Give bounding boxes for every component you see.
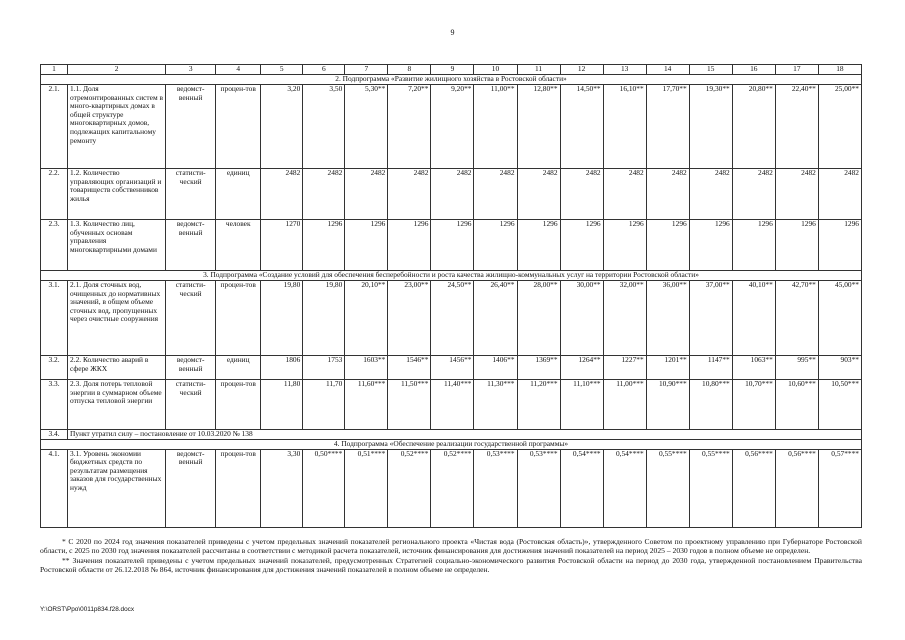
- indicator-name: 2.2. Количество аварий в сфере ЖКХ: [68, 356, 166, 380]
- value-cell: 2482: [261, 169, 303, 220]
- repealed-text: Пункт утратил силу – постановление от 10.03.2020 № 138: [68, 430, 862, 440]
- value-cell: 1806: [261, 356, 303, 380]
- column-number: 2: [68, 65, 166, 75]
- indicator-type: ведомст-венный: [166, 85, 216, 169]
- column-number: 6: [303, 65, 345, 75]
- column-number: 9: [431, 65, 474, 75]
- value-cell: 1264**: [560, 356, 603, 380]
- column-number: 13: [603, 65, 646, 75]
- value-cell: 9,20**: [431, 85, 474, 169]
- value-cell: 2482: [303, 169, 345, 220]
- value-cell: 1546**: [388, 356, 431, 380]
- value-cell: 26,40**: [474, 281, 517, 356]
- value-cell: 11,60***: [345, 380, 388, 430]
- row-number: 2.2.: [41, 169, 68, 220]
- value-cell: 30,00**: [560, 281, 603, 356]
- subprogram-title: 3. Подпрограмма «Создание условий для обеспечения бесперебойности и роста качества жилищно-коммунальных услуг на территории Ростовской области»: [41, 271, 862, 281]
- indicator-type: статисти-ческий: [166, 281, 216, 356]
- value-cell: 11,00***: [603, 380, 646, 430]
- subprogram-title: 2. Подпрограмма «Развитие жилищного хозяйства в Ростовской области»: [41, 75, 862, 85]
- value-cell: 2482: [818, 169, 861, 220]
- unit: процен-тов: [216, 380, 261, 430]
- indicator-name: 3.1. Уровень экономии бюджетных средств по результатам размещения заказов для государственных нужд: [68, 449, 166, 527]
- indicator-row: [41, 356, 862, 380]
- value-cell: 3,20: [261, 85, 303, 169]
- value-cell: 1270: [261, 220, 303, 271]
- value-cell: 1406**: [474, 356, 517, 380]
- value-cell: 1296: [388, 220, 431, 271]
- row-number: 3.4.: [41, 430, 68, 440]
- value-cell: 0,55****: [689, 449, 732, 527]
- value-cell: 1753: [303, 356, 345, 380]
- row-number: 4.1.: [41, 449, 68, 527]
- value-cell: 10,80***: [689, 380, 732, 430]
- unit: процен-тов: [216, 281, 261, 356]
- value-cell: 19,30**: [689, 85, 732, 169]
- value-cell: 14,50**: [560, 85, 603, 169]
- value-cell: 1296: [474, 220, 517, 271]
- value-cell: 1296: [818, 220, 861, 271]
- column-number: 14: [646, 65, 689, 75]
- unit: процен-тов: [216, 85, 261, 169]
- column-number: 18: [818, 65, 861, 75]
- value-cell: 11,00**: [474, 85, 517, 169]
- unit: единиц: [216, 169, 261, 220]
- value-cell: 7,20**: [388, 85, 431, 169]
- indicator-row: [41, 380, 862, 430]
- value-cell: 11,70: [303, 380, 345, 430]
- value-cell: 20,10**: [345, 281, 388, 356]
- value-cell: 0,57****: [818, 449, 861, 527]
- value-cell: 1296: [775, 220, 818, 271]
- column-number: 11: [517, 65, 560, 75]
- column-number: 7: [345, 65, 388, 75]
- indicator-type: статисти-ческий: [166, 169, 216, 220]
- footnote-1: * С 2020 по 2024 год значения показателей приведены с учетом предельных значений показателей регионального проекта «Чистая вода (Ростовская область)», утвержденного Советом по проектному управлению при Губернаторе Ростовской области, с 2025 по 2030 год значения показателей рассчитаны в соответствии с методикой расчета показателей, источник финансирования для достижения значений показателей на период 2025 – 2030 годов в полном объеме не определен.: [40, 537, 862, 556]
- value-cell: 16,10**: [603, 85, 646, 169]
- value-cell: 0,54****: [603, 449, 646, 527]
- value-cell: 2482: [431, 169, 474, 220]
- value-cell: 1456**: [431, 356, 474, 380]
- indicator-row: [41, 169, 862, 220]
- value-cell: 0,56****: [775, 449, 818, 527]
- value-cell: 2482: [646, 169, 689, 220]
- value-cell: 25,00**: [818, 85, 861, 169]
- indicator-type: ведомст-венный: [166, 220, 216, 271]
- indicators-table: [40, 64, 862, 528]
- value-cell: 2482: [517, 169, 560, 220]
- indicator-name: 1.2. Количество управляющих организаций и товариществ собственников жилья: [68, 169, 166, 220]
- indicator-name: 1.1. Доля отремонтированных систем в много-квартирных домах в общей структуре многоквартирных домов, подлежащих капитальному ремонту: [68, 85, 166, 169]
- value-cell: 22,40**: [775, 85, 818, 169]
- value-cell: 3,50: [303, 85, 345, 169]
- value-cell: 45,00**: [818, 281, 861, 356]
- unit: единиц: [216, 356, 261, 380]
- value-cell: 1296: [303, 220, 345, 271]
- indicator-name: 1.3. Количество лиц, обученных основам управления многоквартирными домами: [68, 220, 166, 271]
- value-cell: 1147**: [689, 356, 732, 380]
- indicator-name: 2.3. Доля потерь тепловой энергии в суммарном объеме отпуска тепловой энергии: [68, 380, 166, 430]
- value-cell: 17,70**: [646, 85, 689, 169]
- footnote-2: ** Значения показателей приведены с учетом предельных значений показателей, предусмотренных Стратегией социально-экономического развития Ростовской области на период до 2030 года, утвержденной постановлением Правительства Ростовской области от 26.12.2018 № 864, источник финансирования для достижения значений показателей в полном объеме не определен.: [40, 555, 862, 575]
- value-cell: 0,54****: [560, 449, 603, 527]
- row-number: 2.1.: [41, 85, 68, 169]
- value-cell: 1227**: [603, 356, 646, 380]
- value-cell: 2482: [388, 169, 431, 220]
- value-cell: 1201**: [646, 356, 689, 380]
- value-cell: 0,52****: [431, 449, 474, 527]
- indicator-row: [41, 85, 862, 169]
- column-number-row: [41, 65, 862, 75]
- value-cell: 2482: [603, 169, 646, 220]
- value-cell: 11,80: [261, 380, 303, 430]
- value-cell: 12,80**: [517, 85, 560, 169]
- value-cell: 1063**: [732, 356, 775, 380]
- indicator-row: [41, 449, 862, 527]
- column-number: 5: [261, 65, 303, 75]
- value-cell: 11,50***: [388, 380, 431, 430]
- value-cell: 0,53****: [474, 449, 517, 527]
- value-cell: 2482: [474, 169, 517, 220]
- row-number: 3.3.: [41, 380, 68, 430]
- subprogram-row: [41, 271, 862, 281]
- value-cell: 995**: [775, 356, 818, 380]
- value-cell: 28,00**: [517, 281, 560, 356]
- value-cell: 3,30: [261, 449, 303, 527]
- indicator-row: [41, 220, 862, 271]
- value-cell: 37,00**: [689, 281, 732, 356]
- column-number: 17: [775, 65, 818, 75]
- value-cell: 1603**: [345, 356, 388, 380]
- value-cell: 19,80: [261, 281, 303, 356]
- value-cell: 23,00**: [388, 281, 431, 356]
- column-number: 4: [216, 65, 261, 75]
- subprogram-row: [41, 75, 862, 85]
- value-cell: 10,70***: [732, 380, 775, 430]
- value-cell: 0,51****: [345, 449, 388, 527]
- value-cell: 2482: [689, 169, 732, 220]
- value-cell: 1296: [732, 220, 775, 271]
- value-cell: 11,10***: [560, 380, 603, 430]
- value-cell: 0,52****: [388, 449, 431, 527]
- value-cell: 2482: [732, 169, 775, 220]
- value-cell: 2482: [345, 169, 388, 220]
- value-cell: 32,00**: [603, 281, 646, 356]
- value-cell: 0,55****: [646, 449, 689, 527]
- unit: процен-тов: [216, 449, 261, 527]
- value-cell: 10,50***: [818, 380, 861, 430]
- value-cell: 10,60***: [775, 380, 818, 430]
- indicator-type: ведомст-венный: [166, 449, 216, 527]
- value-cell: 903**: [818, 356, 861, 380]
- value-cell: 1296: [603, 220, 646, 271]
- value-cell: 0,50****: [303, 449, 345, 527]
- indicator-type: статисти-ческий: [166, 380, 216, 430]
- value-cell: 40,10**: [732, 281, 775, 356]
- value-cell: 11,20***: [517, 380, 560, 430]
- column-number: 12: [560, 65, 603, 75]
- row-number: 2.3.: [41, 220, 68, 271]
- unit: человек: [216, 220, 261, 271]
- value-cell: 10,90***: [646, 380, 689, 430]
- column-number: 16: [732, 65, 775, 75]
- value-cell: 11,30***: [474, 380, 517, 430]
- row-number: 3.1.: [41, 281, 68, 356]
- indicator-name: 2.1. Доля сточных вод, очищенных до нормативных значений, в общем объеме сточных вод, пропущенных через очистные сооружения: [68, 281, 166, 356]
- value-cell: 5,30**: [345, 85, 388, 169]
- column-number: 10: [474, 65, 517, 75]
- value-cell: 2482: [775, 169, 818, 220]
- value-cell: 1296: [689, 220, 732, 271]
- value-cell: 19,80: [303, 281, 345, 356]
- value-cell: 42,70**: [775, 281, 818, 356]
- subprogram-row: [41, 439, 862, 449]
- value-cell: 0,56****: [732, 449, 775, 527]
- file-path: Y:\ORST\Ppo\0011p834.f28.docx: [40, 606, 135, 613]
- value-cell: 2482: [560, 169, 603, 220]
- footnotes: [40, 537, 862, 575]
- value-cell: 11,40***: [431, 380, 474, 430]
- value-cell: 1296: [646, 220, 689, 271]
- value-cell: 1296: [517, 220, 560, 271]
- value-cell: 36,00**: [646, 281, 689, 356]
- indicator-row: [41, 281, 862, 356]
- page-number: 9: [450, 28, 455, 37]
- value-cell: 20,80**: [732, 85, 775, 169]
- value-cell: 1296: [560, 220, 603, 271]
- value-cell: 1296: [431, 220, 474, 271]
- row-number: 3.2.: [41, 356, 68, 380]
- repealed-row: [41, 430, 862, 440]
- value-cell: 24,50**: [431, 281, 474, 356]
- column-number: 1: [41, 65, 68, 75]
- column-number: 8: [388, 65, 431, 75]
- value-cell: 0,53****: [517, 449, 560, 527]
- value-cell: 1369**: [517, 356, 560, 380]
- indicator-type: ведомст-венный: [166, 356, 216, 380]
- column-number: 15: [689, 65, 732, 75]
- column-number: 3: [166, 65, 216, 75]
- value-cell: 1296: [345, 220, 388, 271]
- subprogram-title: 4. Подпрограмма «Обеспечение реализации государственной программы»: [41, 439, 862, 449]
